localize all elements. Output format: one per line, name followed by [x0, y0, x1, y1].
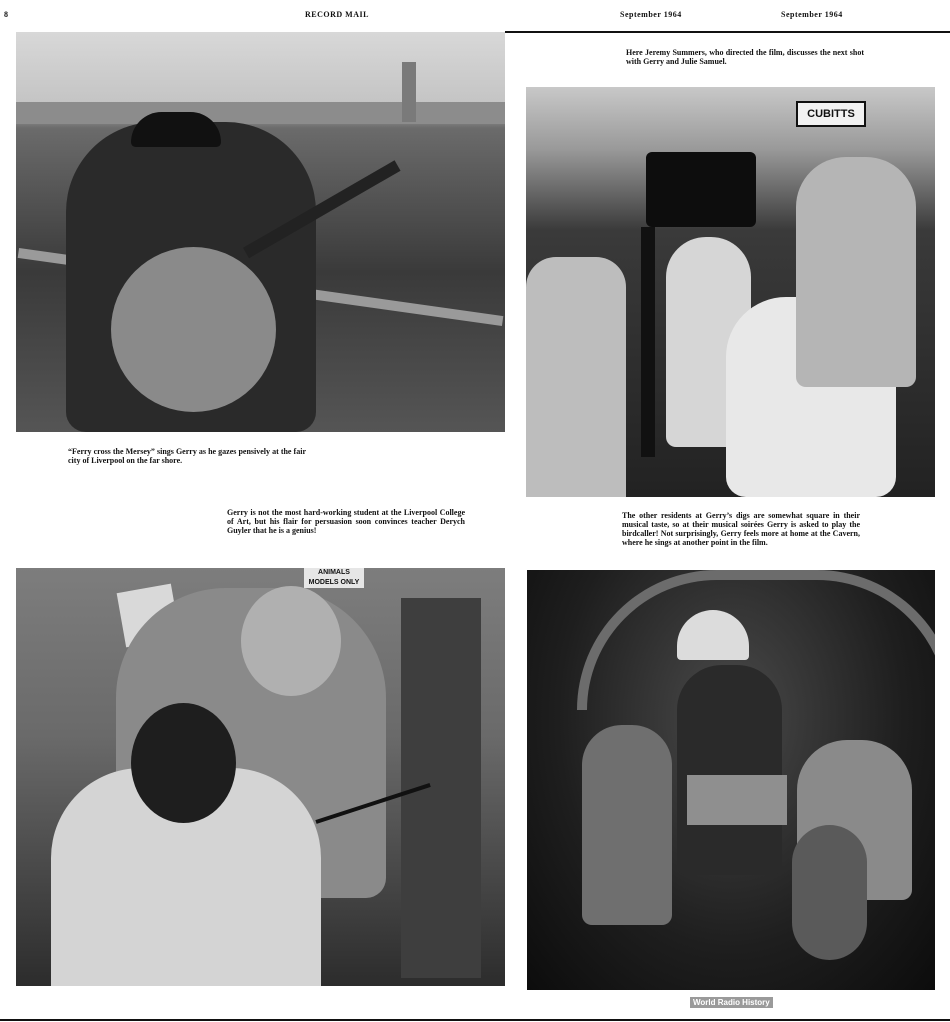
- publication-title: RECORD MAIL: [305, 10, 369, 19]
- band-member-left: [582, 725, 672, 925]
- footer-rule: [0, 1019, 950, 1021]
- photo-cavern: [527, 570, 935, 990]
- gerry-on-scooter: [796, 157, 916, 387]
- cap: [131, 112, 221, 147]
- cubitts-sign: CUBITTS: [796, 101, 866, 127]
- caption-residents: The other residents at Gerry’s digs are somewhat square in their musical taste, so at their musical soirées Gerry is asked to play the birdcaller! Not surprisingly, Gerry feels more at home at the Cavern, where he sings at another point in the film.: [622, 511, 860, 547]
- page-number: 8: [4, 10, 9, 19]
- crew-member: [526, 257, 626, 497]
- camera-tripod: [641, 227, 655, 457]
- cello: [792, 825, 867, 960]
- student-head: [131, 703, 236, 823]
- models-sign: ANIMALS MODELS ONLY: [304, 568, 364, 588]
- film-camera: [646, 152, 756, 227]
- music-stand: [687, 775, 787, 825]
- caption-ferry: “Ferry cross the Mersey” sings Gerry as he gazes pensively at the fair city of Liverpool on the far shore.: [68, 447, 306, 465]
- footer-credit: World Radio History: [690, 997, 773, 1008]
- header-rule: [505, 31, 950, 33]
- photo-ferry: [16, 32, 505, 432]
- teacher-head: [241, 586, 341, 696]
- clarinet-player: [677, 665, 782, 875]
- caption-art-college: Gerry is not the most hard-working student at the Liverpool College of Art, but his flair for persuasion soon convinces teacher Derych Guyler that he is a genius!: [227, 508, 465, 535]
- guitar-body: [111, 247, 276, 412]
- caption-director: Here Jeremy Summers, who directed the film, discusses the next shot with Gerry and Julie Samuel.: [626, 48, 864, 66]
- cathedral-tower: [402, 62, 416, 122]
- photo-art-class: [16, 568, 505, 986]
- skyline: [16, 102, 505, 124]
- date-left: September 1964: [620, 10, 682, 19]
- photo-film-set: [526, 87, 935, 497]
- date-right: September 1964: [781, 10, 843, 19]
